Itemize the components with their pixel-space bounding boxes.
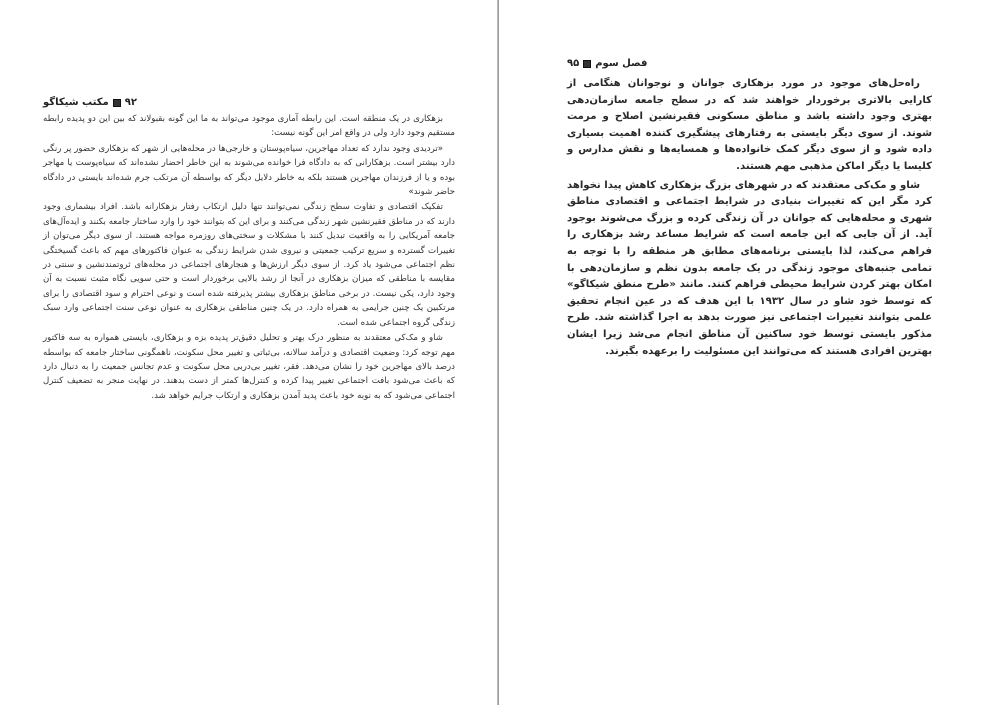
- paragraph: راه‌حل‌های موجود در مورد بزهکاری جوانان و نوجوانان هنگامی از کارایی بالاتری برخوردار خواهند شد که در سطح جامعه سازمان‌دهی بهتری وجود داشته باشد و مناطق مسکونی فقیرنشین اصلاح و مرمت شوند. از سوی دیگر بایستی به رفتارهای پیشگیری کننده اهمیت بسیاری داده شود و از سوی دیگر کمک خانواده‌ها و همسایه‌ها و نقش مدارس و کلیسا یا دیگر اماکن مذهبی مهم هستند.: [567, 78, 932, 172]
- running-head-title: مکتب شیکاگو: [43, 97, 109, 108]
- running-header: [567, 58, 647, 69]
- paragraph: تفکیک اقتصادی و تفاوت سطح زندگی نمی‌توانند تنها دلیل ارتکاب رفتار بزهکارانه باشد. افراد بیشماری وجود دارند که در مناطق فقیرنشین شهر زندگی می‌کنند و برای این که بتوانند خود را وارد ساختار جامعه بکنند و ایده‌آل‌های جامعه آمریکایی را به واقعیت تبدیل کنند با مشکلات و سختی‌های روزمره مواجه هستند. از سوی دیگر می‌توان از تغییرات گسترده و سریع ترکیب جمعیتی و نیروی شدن شرایط زندگی به عنوان فاکتورهای مهم که باعث گسیختگی نظم اجتماعی می‌شود یاد کرد. از سوی دیگر ارزش‌ها و هنجارهای اجتماعی در محله‌های ثروتمندنشین و سنتی در مقایسه با مناطقی که میزان بزهکاری در آنجا از رشد بالایی برخوردار است و حتی سویی نگاه مثبت نسبت به آن وجود دارد، یکی نیست. در برخی مناطق بزهکاری بیشتر پذیرفته شده است و نوعی احترام و سود اقتصادی را برای مرتکبین یک چنین جرایمی به همراه دارد. در یک چنین مناطقی بزهکاری به عنوان نوعی سنت اجتماعی وارد سبک زندگی گروه اجتماعی شده است.: [43, 202, 455, 328]
- body-text: [567, 76, 932, 362]
- paragraph: شاو و مک‌کی معتقدند به منظور درک بهتر و تحلیل دقیق‌تر پدیده بزه و بزهکاری، بایستی همواره به سه فاکتور مهم توجه کرد: وضعیت اقتصادی و درآمد سالانه، بی‌ثباتی و تغییر محل سکونت، ناهمگونی ساختار جامعه که بواسطه درصد بالای مهاجرین خود را نشان می‌دهد. فقر، تغییر بی‌دربی محل سکونت و عدم تجانس جمعیت را به دنبال دارد که باعث می‌شود بافت اجتماعی تغییر پیدا کرده و کنترل‌ها کمتر از دست بدهند. در نهایت منجر به تضعیف کنترل اجتماعی می‌شود که به نوبه خود باعث پدید آمدن بزهکاری و ارتکاب جرایم خواهد شد.: [43, 333, 455, 401]
- page-number: ۹۲: [124, 97, 137, 108]
- right-page: [499, 0, 996, 705]
- running-head-title: فصل سوم: [595, 58, 648, 69]
- square-ornament-icon: [113, 99, 121, 107]
- running-header: [43, 97, 137, 108]
- page-number: ۹۵: [567, 58, 580, 69]
- square-ornament-icon: [583, 60, 591, 68]
- body-text: [43, 112, 455, 404]
- paragraph: شاو و مک‌کی معتقدند که در شهرهای بزرگ بزهکاری کاهش پیدا نخواهد کرد مگر این که تغییرات بنیادی در شرایط اجتماعی و اقتصادی مناطق شهری و محله‌هایی که جوانان در آن زندگی کرده و بزرگ می‌شوند بوجود آید. از آن جایی که این جامعه است که شرایط مساعد رشد بزهکاری را فراهم می‌کند، لذا بایستی برنامه‌های مطابق هر منطقه را با توجه به تمامی جنبه‌های موجود زندگی در یک جامعه بدون نظم و سازمان‌دهی با امکان بهتر کردن شرایط محیطی فراهم کنند. مانند «طرح منطق شیکاگو» که توسط خود شاو در سال ۱۹۳۲ با این هدف که در عین انجام تحقیق علمی بتوانند تغییرات اجتماعی نیز صورت بدهد به اجرا گذاشته شد. طرح مذکور بایستی توسط خود ساکنین آن مناطق انجام می‌شد زیرا ایشان بهترین افرادی هستند که می‌توانند این مسئولیت را برعهده بگیرند.: [567, 179, 933, 357]
- paragraph: «تردیدی وجود ندارد که تعداد مهاجرین، سیاه‌پوستان و خارجی‌ها در محله‌هایی از شهر که بزهکاری حضور پر رنگی دارد بیشتر است. بزهکارانی که به دادگاه فرا خوانده می‌شوند به این خاطر احضار نشده‌اند که سیاه‌پوست یا مهاجر بوده و یا از فرزندان مهاجرین هستند بلکه به خاطر دلایل دیگر که بواسطه آن مرتکب جرم شده‌اند بایستی در دادگاه حاضر شوند»: [43, 143, 455, 198]
- paragraph: بزهکاری در یک منطقه است. این رابطه آماری موجود می‌تواند به ما این گونه بقبولاند که بین این دو پدیده رابطه مستقیم وجود دارد ولی در واقع امر این گونه نیست:: [43, 114, 455, 139]
